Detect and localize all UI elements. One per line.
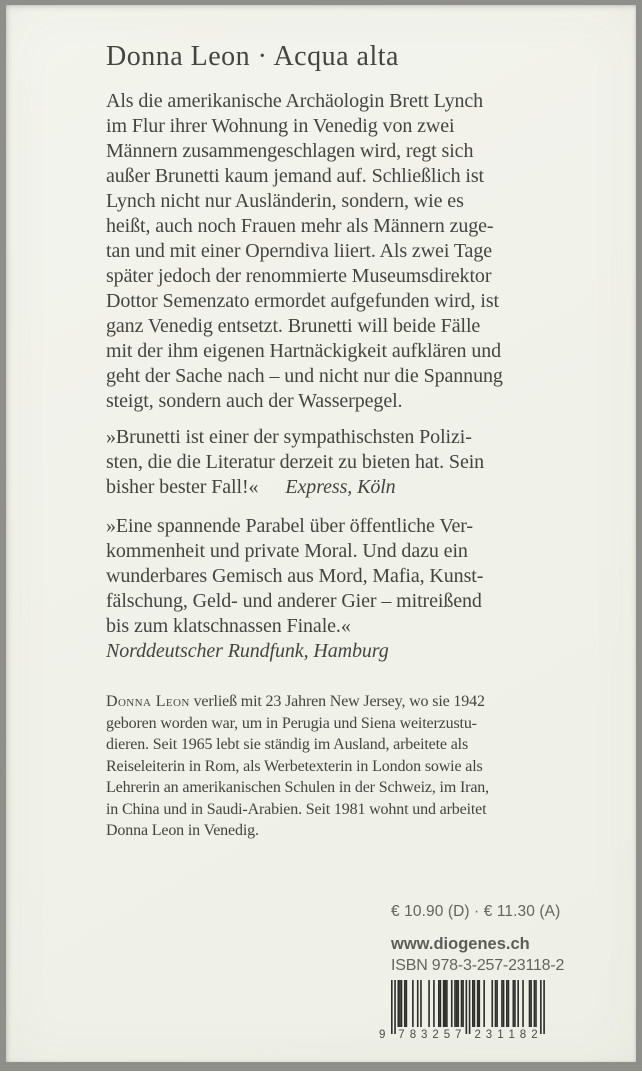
author-name-smallcaps: Donna Leon <box>106 693 190 710</box>
imprint-block <box>377 902 597 1042</box>
publisher-website: www.diogenes.ch <box>391 935 530 953</box>
author-bio-firstline-rest: verließ mit 23 Jahren New Jersey, wo sie 1942 <box>189 693 485 710</box>
svg-text:7: 7 <box>454 1029 462 1041</box>
text-line: Männern zusammengeschlagen wird, regt sich <box>106 140 474 162</box>
synopsis-paragraph <box>106 89 564 414</box>
text-line: wunderbares Gemisch aus Mord, Mafia, Kunst- <box>106 565 484 587</box>
text-line: sten, die die Literatur derzeit zu bieten hat. Sein <box>106 451 485 473</box>
text-line: tan und mit einer Operndiva liiert. Als zwei Tage <box>106 240 492 262</box>
svg-text:2: 2 <box>432 1029 439 1041</box>
press-quote-express <box>106 425 564 500</box>
svg-text:5: 5 <box>443 1029 451 1041</box>
svg-text:8: 8 <box>409 1029 417 1041</box>
text-line: später jedoch der renommierte Museumsdirektor <box>106 265 492 287</box>
press-quote-express-lines <box>106 425 564 475</box>
price-line: € 10.90 (D) · € 11.30 (A) <box>391 903 561 920</box>
svg-text:2: 2 <box>531 1029 538 1041</box>
ean-barcode <box>377 980 549 1042</box>
svg-text:3: 3 <box>485 1029 493 1041</box>
text-line: ganz Venedig entsetzt. Brunetti will beide Fälle <box>106 315 481 337</box>
text-line: geht der Sache nach – und nicht nur die Spannung <box>106 365 503 387</box>
text-line: heißt, auch noch Frauen mehr als Männern zuge- <box>106 215 494 237</box>
quote-closing-text: bisher bester Fall!« <box>106 476 259 498</box>
isbn-line: ISBN 978-3-257-23118-2 <box>391 957 565 974</box>
quote-source-ndr: Norddeutscher Rundfunk, Hamburg <box>106 640 389 662</box>
text-line: Donna Leon in Venedig. <box>106 822 259 839</box>
book-title: Donna Leon · Acqua alta <box>106 41 399 72</box>
svg-text:7: 7 <box>398 1029 405 1041</box>
text-line: »Brunetti ist einer der sympathischsten Polizi- <box>106 426 472 448</box>
author-bio-firstline <box>106 691 564 713</box>
text-line: mit der ihm eigenen Hartnäckigkeit aufklären und <box>106 340 502 362</box>
cover-text-column <box>6 5 564 842</box>
text-line: bis zum klatschnassen Finale.« <box>106 615 351 637</box>
text-line: dieren. Seit 1965 lebt sie ständig im Ausland, arbeitete als <box>106 736 469 753</box>
text-line: fälschung, Geld- und anderer Gier – mitreißend <box>106 590 482 612</box>
text-line: geboren worden war, um in Perugia und Siena weiterzustu- <box>106 714 477 732</box>
author-bio <box>106 691 564 842</box>
ean-first-digit: 9 <box>379 1029 386 1041</box>
text-line: Als die amerikanische Archäologin Brett Lynch <box>106 90 484 112</box>
text-line: Lehrerin an amerikanischen Schulen in der Schweiz, im Iran, <box>106 779 490 796</box>
text-line: im Flur ihrer Wohnung in Venedig von zwei <box>106 115 455 137</box>
text-line: Lynch nicht nur Ausländerin, sondern, wie es <box>106 190 464 212</box>
text-line: in China und in Saudi-Arabien. Seit 1981 wohnt und arbeitet <box>106 800 487 818</box>
quote-source-express: Express, Köln <box>285 476 396 498</box>
press-quote-ndr-lines <box>106 514 564 639</box>
svg-text:8: 8 <box>519 1029 527 1041</box>
press-quote-ndr <box>106 514 564 664</box>
svg-text:1: 1 <box>497 1029 504 1041</box>
svg-text:3: 3 <box>420 1029 428 1041</box>
back-cover <box>6 5 636 1062</box>
press-quote-express-lastline <box>106 475 564 500</box>
text-line: Dottor Semenzato ermordet aufgefunden wird, ist <box>106 290 499 312</box>
svg-text:1: 1 <box>508 1029 515 1041</box>
text-line: steigt, sondern auch der Wasserpegel. <box>106 390 403 412</box>
text-line: außer Brunetti kaum jemand auf. Schließlich ist <box>106 165 484 187</box>
text-line: kommenheit und private Moral. Und dazu ein <box>106 540 468 562</box>
svg-text:2: 2 <box>474 1029 481 1041</box>
author-bio-lines <box>106 713 564 842</box>
text-line: Reiseleiterin in Rom, als Werbetexterin in London sowie als <box>106 757 483 775</box>
text-line: »Eine spannende Parabel über öffentliche Ver- <box>106 515 473 537</box>
